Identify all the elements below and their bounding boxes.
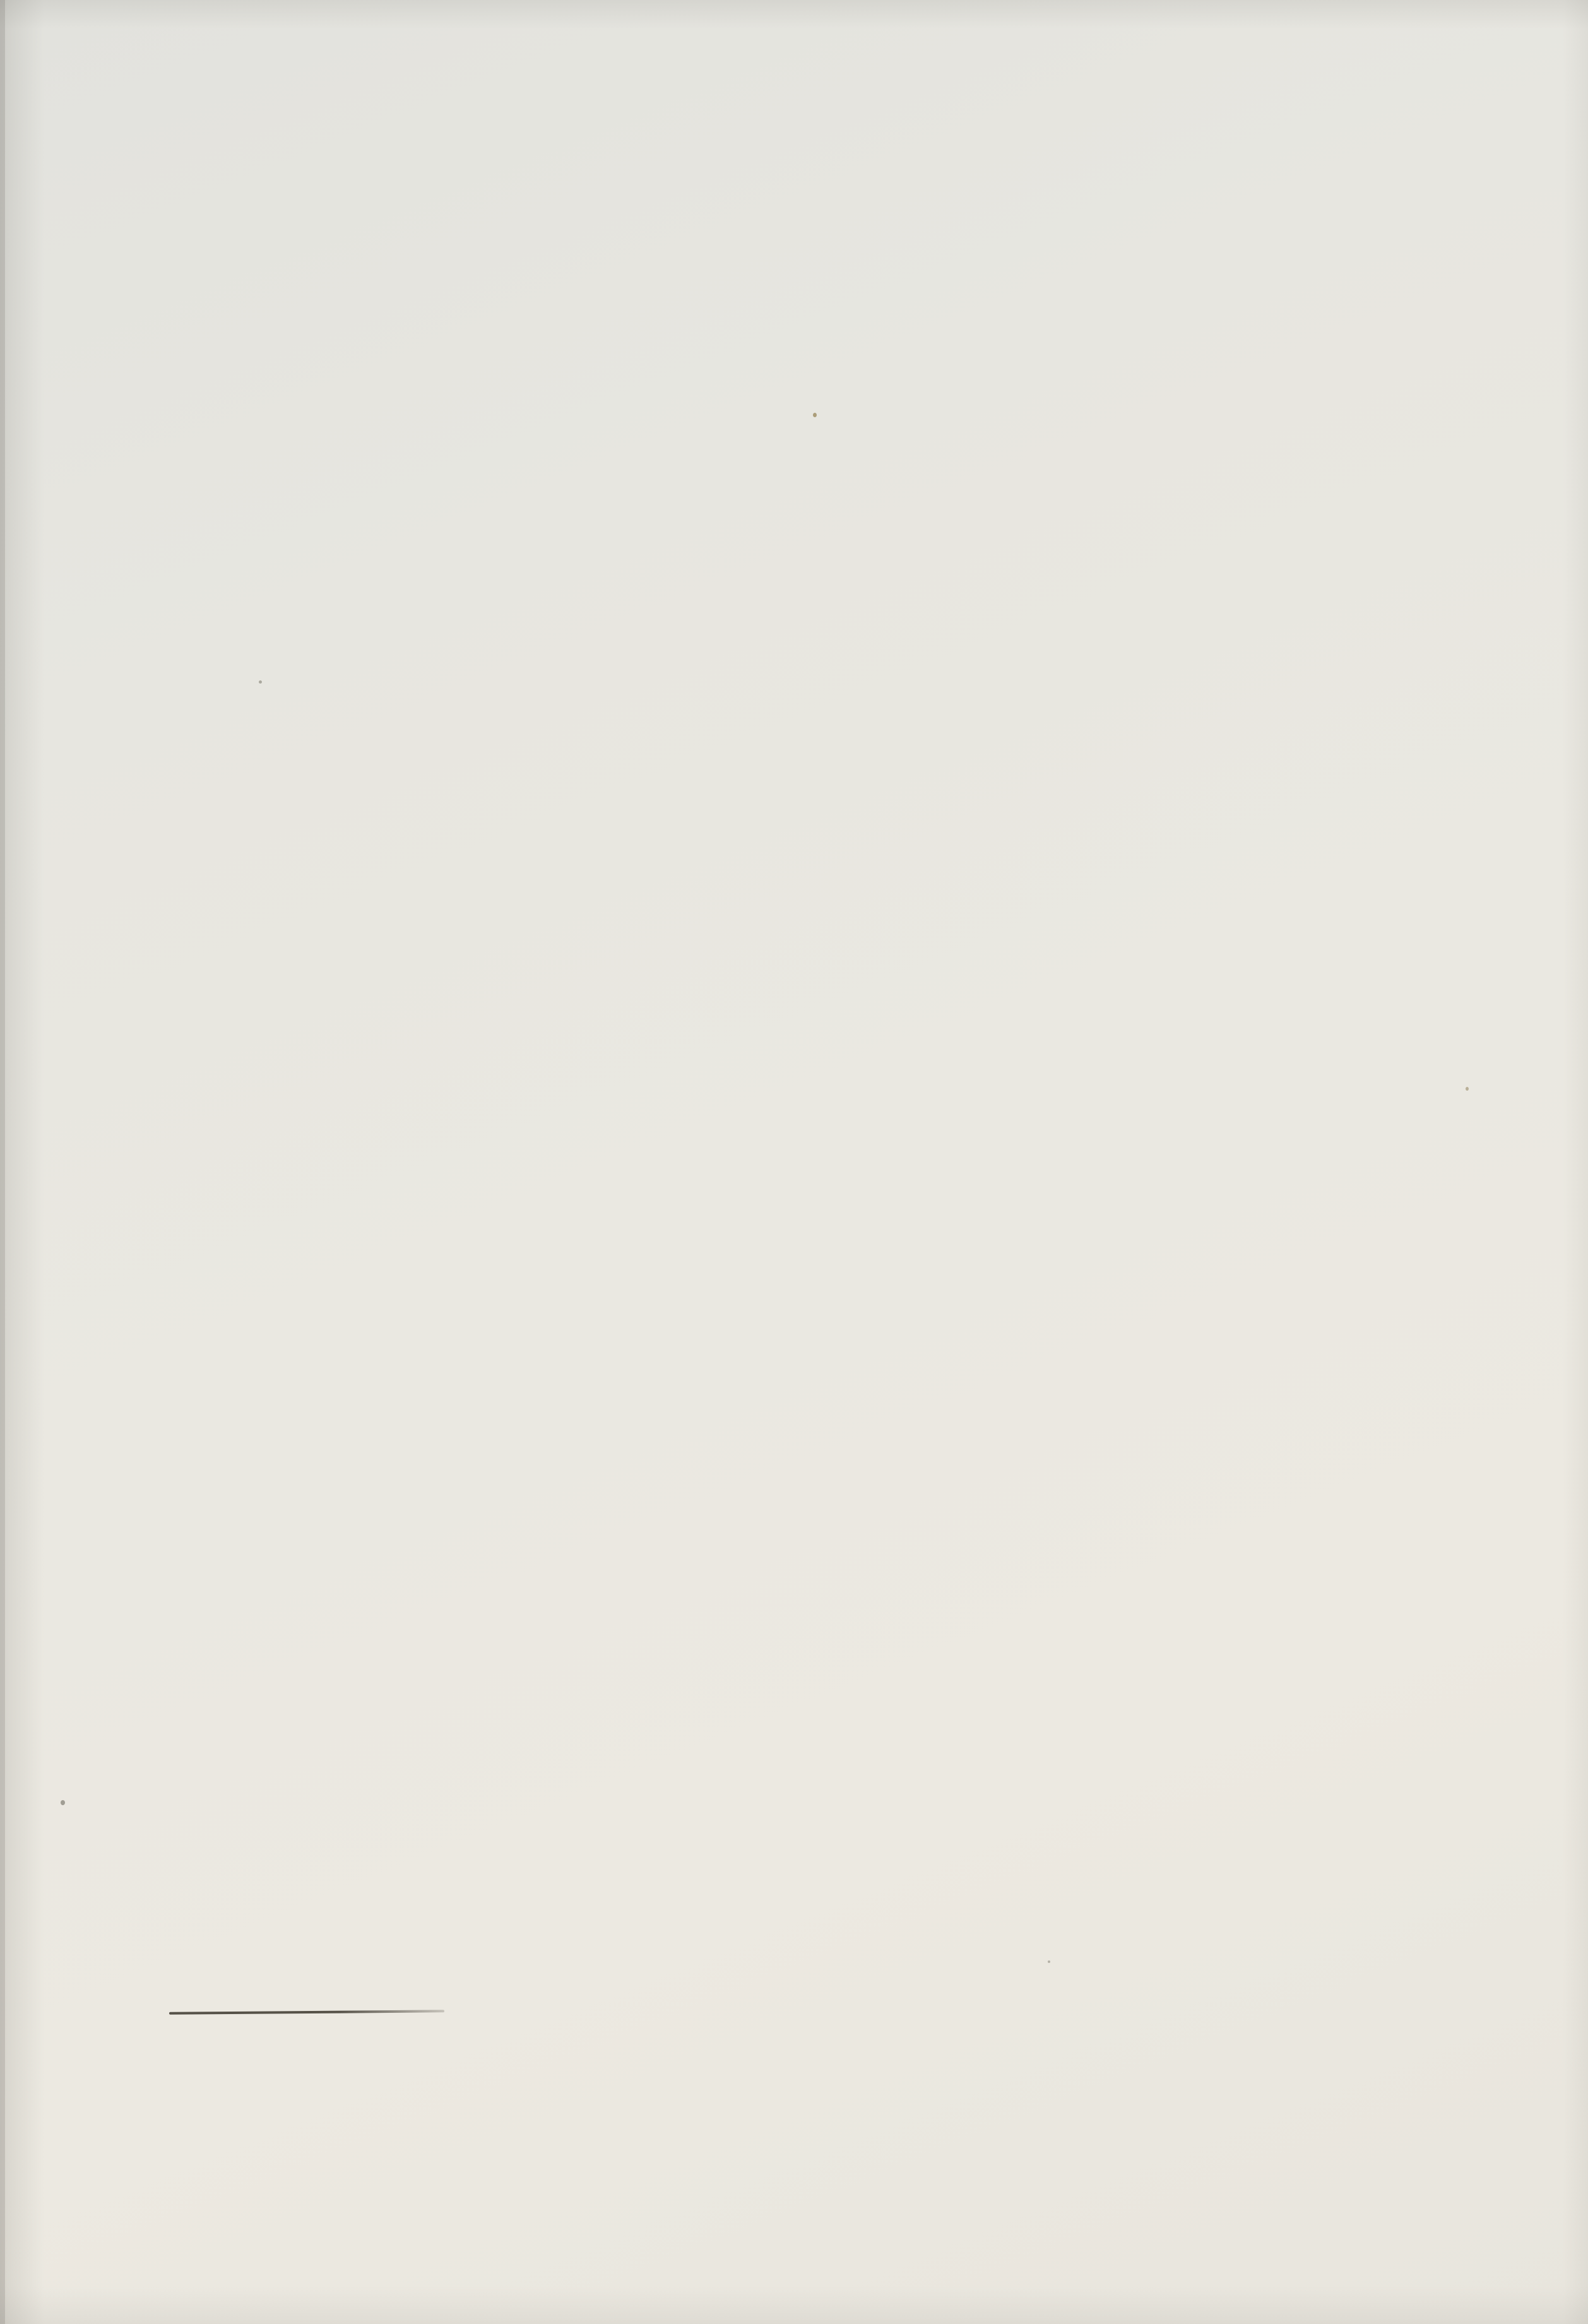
bleedthrough-text [183,1640,1420,1675]
bleedthrough-text [183,1968,1420,2003]
paper-speck [259,680,262,684]
paper-speck [61,1800,65,1805]
watermark-text [0,82,1370,1395]
footnote-separator-rule [169,2010,444,2014]
paper-speck [813,413,817,417]
bleedthrough-text [177,210,1430,682]
paper-speck [1466,1087,1469,1091]
paper-speck [1048,1960,1050,1963]
